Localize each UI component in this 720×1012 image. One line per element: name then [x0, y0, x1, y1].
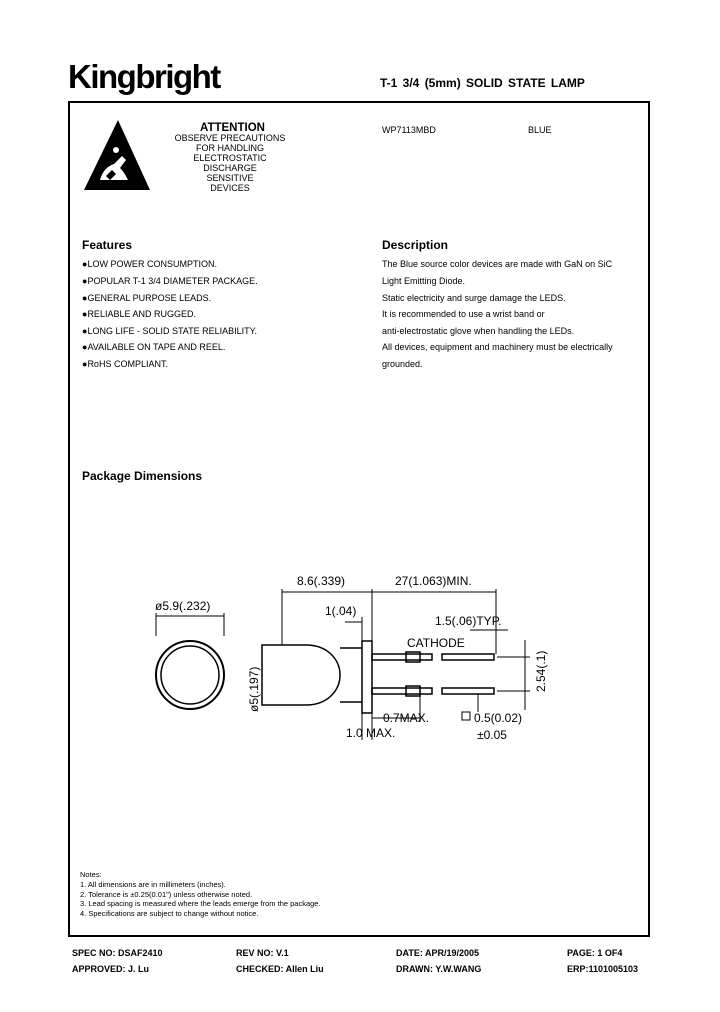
drawn-by: DRAWN: Y.W.WANG: [396, 964, 482, 974]
part-number: WP7113MBD: [382, 125, 436, 135]
note-item: 3. Lead spacing is measured where the leads emerge from the package.: [80, 899, 321, 908]
dim-label: ø5.9(.232): [155, 599, 211, 613]
dim-label: 1.0 MAX.: [346, 726, 396, 740]
dim-label: 0.5(0.02): [474, 711, 523, 725]
description-line: All devices, equipment and machinery must be electrically: [382, 342, 613, 352]
description-line: The Blue source color devices are made with GaN on SiC: [382, 259, 613, 269]
description-line: anti-electrostatic glove when handling the LEDs.: [382, 326, 575, 336]
dim-label: 1(.04): [325, 604, 357, 618]
dim-label: 8.6(.339): [297, 574, 346, 588]
feature-item: ●RELIABLE AND RUGGED.: [82, 309, 196, 319]
date: DATE: APR/19/2005: [396, 948, 480, 958]
emitted-color: BLUE: [528, 125, 552, 135]
attention-title: ATTENTION: [200, 122, 265, 134]
dim-label: ±0.05: [477, 728, 507, 742]
page-number: PAGE: 1 OF4: [567, 948, 623, 958]
notes-title: Notes:: [80, 870, 102, 879]
feature-text: AVAILABLE ON TAPE AND REEL.: [87, 342, 226, 352]
feature-text: POPULAR T-1 3/4 DIAMETER PACKAGE.: [87, 276, 258, 286]
led-side-view: [262, 641, 494, 713]
feature-item: ●RoHS COMPLIANT.: [82, 359, 168, 369]
feature-item: ●GENERAL PURPOSE LEADS.: [82, 293, 212, 303]
feature-text: RoHS COMPLIANT.: [87, 359, 168, 369]
checked-by: CHECKED: Allen Liu: [236, 964, 324, 974]
feature-text: RELIABLE AND RUGGED.: [87, 309, 196, 319]
led-front-view: [156, 641, 224, 709]
feature-item: ●LOW POWER CONSUMPTION.: [82, 259, 217, 269]
feature-item: ●LONG LIFE - SOLID STATE RELIABILITY.: [82, 326, 257, 336]
feature-item: ●POPULAR T-1 3/4 DIAMETER PACKAGE.: [82, 276, 258, 286]
erp-number: ERP:1101005103: [567, 964, 639, 974]
description-heading: Description: [382, 238, 449, 252]
attention-line: DEVICES: [210, 183, 250, 193]
approved-by: APPROVED: J. Lu: [72, 964, 150, 974]
attention-line: ELECTROSTATIC: [193, 153, 267, 163]
package-heading: Package Dimensions: [82, 469, 203, 483]
description-line: It is recommended to use a wrist band or: [382, 309, 545, 319]
brand-logo: Kingbright: [68, 58, 220, 95]
attention-line: SENSITIVE: [206, 173, 254, 183]
feature-text: GENERAL PURPOSE LEADS.: [87, 293, 212, 303]
dim-label: 27(1.063)MIN.: [395, 574, 472, 588]
feature-item: ●AVAILABLE ON TAPE AND REEL.: [82, 342, 226, 352]
cathode-label: CATHODE: [407, 636, 465, 650]
square-lead-icon: [462, 712, 470, 720]
dim-label: ø5(.197): [247, 666, 261, 712]
dim-label: 1.5(.06)TYP.: [435, 614, 502, 628]
attention-line: OBSERVE PRECAUTIONS: [174, 133, 286, 143]
dim-label: 0.7MAX.: [383, 711, 430, 725]
feature-text: LONG LIFE - SOLID STATE RELIABILITY.: [87, 326, 257, 336]
note-item: 4. Specifications are subject to change without notice.: [80, 909, 259, 918]
features-heading: Features: [82, 238, 133, 252]
dim-label: 2.54(.1): [534, 650, 548, 692]
spec-no: SPEC NO: DSAF2410: [72, 948, 163, 958]
feature-text: LOW POWER CONSUMPTION.: [87, 259, 217, 269]
description-line: grounded.: [382, 359, 423, 369]
description-line: Light Emitting Diode.: [382, 276, 466, 286]
note-item: 1. All dimensions are in millimeters (inches).: [80, 880, 226, 889]
description-line: Static electricity and surge damage the LEDS.: [382, 293, 566, 303]
attention-line: DISCHARGE: [203, 163, 257, 173]
attention-line: FOR HANDLING: [195, 143, 264, 153]
note-item: 2. Tolerance is ±0.25(0.01") unless otherwise noted.: [80, 890, 253, 899]
doc-title: T-1 3/4 (5mm) SOLID STATE LAMP: [380, 76, 585, 90]
rev-no: REV NO: V.1: [236, 948, 289, 958]
